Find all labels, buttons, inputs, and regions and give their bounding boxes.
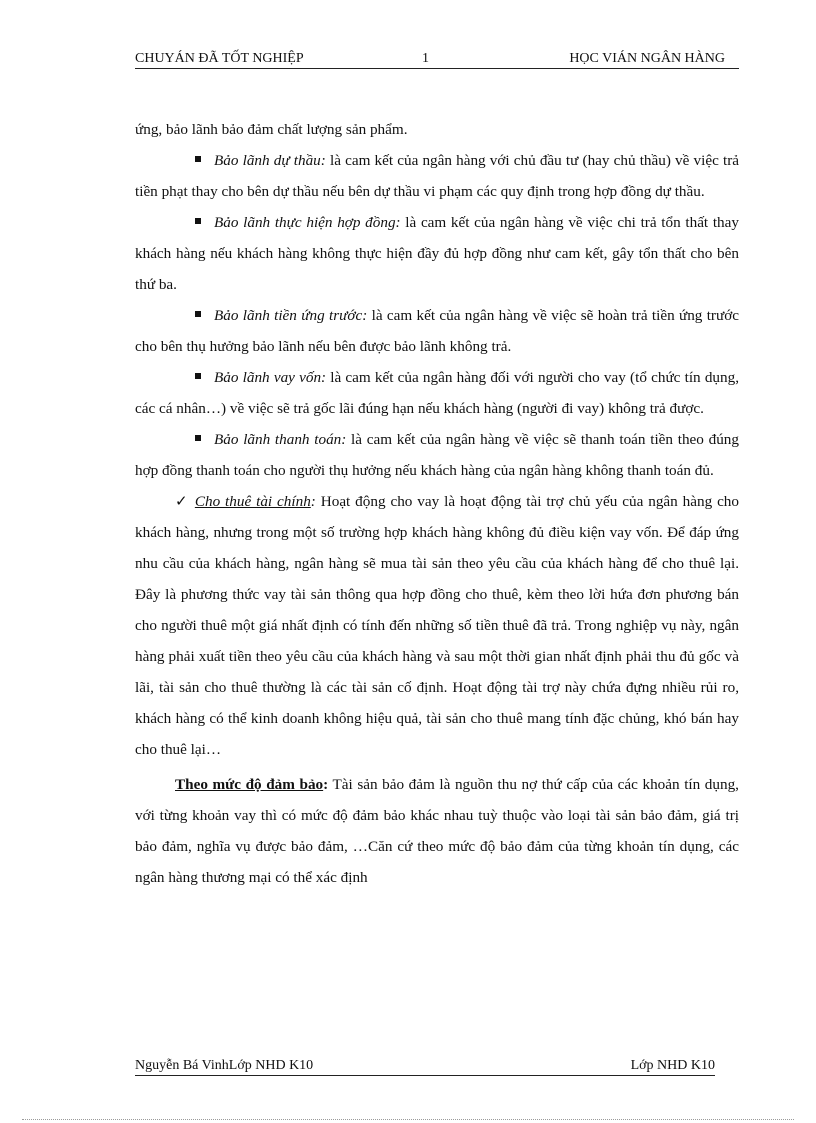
square-bullet-icon <box>195 311 201 317</box>
term-description: là cam kết của ngân hàng đối với người cho vay (tổ chức tín dụng, các cá nhân…) về việc sẽ trả gốc lãi đúng hạn nếu khách hàng (người đi vay) không trả được. <box>135 369 739 417</box>
square-bullet-icon <box>195 218 201 224</box>
page-footer <box>135 1058 715 1076</box>
paragraph-continuation: ứng, bảo lãnh bảo đảm chất lượng sản phẩm. <box>135 121 408 138</box>
square-bullet-icon <box>195 156 201 162</box>
section-heading: Theo mức độ đảm bảo <box>175 776 324 793</box>
term-description: là cam kết của ngân hàng về việc sẽ hoàn trả tiền ứng trước cho bên thụ hưởng bảo lãnh nếu bên được bảo lãnh không trả. <box>135 307 739 355</box>
section-description: Tài sản bảo đảm là nguồn thu nợ thứ cấp của các khoản tín dụng, với từng khoản vay thì có mức độ đảm bảo khác nhau tuỳ thuộc vào loại tài sản bảo đảm, giá trị bảo đảm, nghĩa vụ được bảo đảm, …Căn cứ theo mức độ bảo đảm của từng khoản tín dụng, các ngân hàng thương mại có thể xác định <box>135 776 739 886</box>
header-page-number: 1 <box>422 51 429 66</box>
term-colon: : <box>310 493 316 510</box>
term-description: là cam kết của ngân hàng về việc sẽ thanh toán tiền theo đúng hợp đồng thanh toán cho người thụ hưởng nếu khách hàng của ngân hàng không thanh toán đủ. <box>135 431 739 479</box>
paragraph-financial-leasing <box>135 486 739 765</box>
square-bullet-icon <box>195 435 201 441</box>
bullet-bid-guarantee <box>135 145 739 207</box>
term-label: Bảo lãnh tiền ứng trước: <box>214 307 368 324</box>
page-bottom-border <box>22 1119 794 1120</box>
section-heading-colon: : <box>323 776 329 793</box>
term-label: Bảo lãnh vay vốn: <box>214 369 327 386</box>
term-label: Bảo lãnh dự thầu: <box>214 152 326 169</box>
term-description: là cam kết của ngân hàng với chủ đầu tư (hay chủ thầu) về việc trả tiền phạt thay cho bên dự thầu nếu bên dự thầu vi phạm các quy định trong hợp đồng dự thầu. <box>135 152 739 200</box>
term-label: Cho thuê tài chính <box>194 493 311 510</box>
header-title: CHUYÁN ĐÃ TỐT NGHIỆP <box>135 51 304 66</box>
term-description: Hoạt động cho vay là hoạt động tài trợ chủ yếu của ngân hàng cho khách hàng, nhưng trong một số trường hợp khách hàng không đủ điều kiện vay vốn. Để đáp ứng nhu cầu của khách hàng, ngân hàng sẽ mua tài sản theo yêu cầu của khách hàng để cho thuê lại. Đây là phương thức vay tài sản thông qua hợp đồng cho thuê, kèm theo lời hứa đơn phương bán cho người thuê một giá nhất định có tính đến những số tiền thuê đã trả. Trong nghiệp vụ này, ngân hàng phải xuất tiền theo yêu cầu của khách hàng và sau một thời gian nhất định phải thu đủ gốc và lãi, tài sản cho thuê thường là các tài sản cố định. Hoạt động tài trợ này chứa đựng nhiều rủi ro, khách hàng có thể kinh doanh không hiệu quả, tài sản cho thuê mang tính đặc chủng, khó bán hay cho thuê lại… <box>135 493 739 758</box>
paragraph-security-level <box>135 769 739 893</box>
page-header <box>135 50 739 69</box>
page-body <box>135 114 739 893</box>
checkmark-icon: ✓ <box>175 493 189 510</box>
square-bullet-icon <box>195 373 201 379</box>
bullet-payment-guarantee <box>135 424 739 486</box>
term-label: Bảo lãnh thực hiện hợp đồng: <box>214 214 401 231</box>
bullet-performance-guarantee <box>135 207 739 300</box>
header-institution: HỌC VIÁN NGÂN HÀNG <box>569 51 725 66</box>
footer-author: Nguyễn Bá VinhLớp NHD K10 <box>135 1058 314 1073</box>
footer-class: Lớp NHD K10 <box>630 1058 715 1073</box>
bullet-loan-guarantee <box>135 362 739 424</box>
term-label: Bảo lãnh thanh toán: <box>214 431 347 448</box>
bullet-advance-payment-guarantee <box>135 300 739 362</box>
term-description: là cam kết của ngân hàng về việc chi trả tổn thất thay khách hàng nếu khách hàng không thực hiện đầy đủ hợp đồng như cam kết, gây tổn thất cho bên thứ ba. <box>135 214 739 293</box>
